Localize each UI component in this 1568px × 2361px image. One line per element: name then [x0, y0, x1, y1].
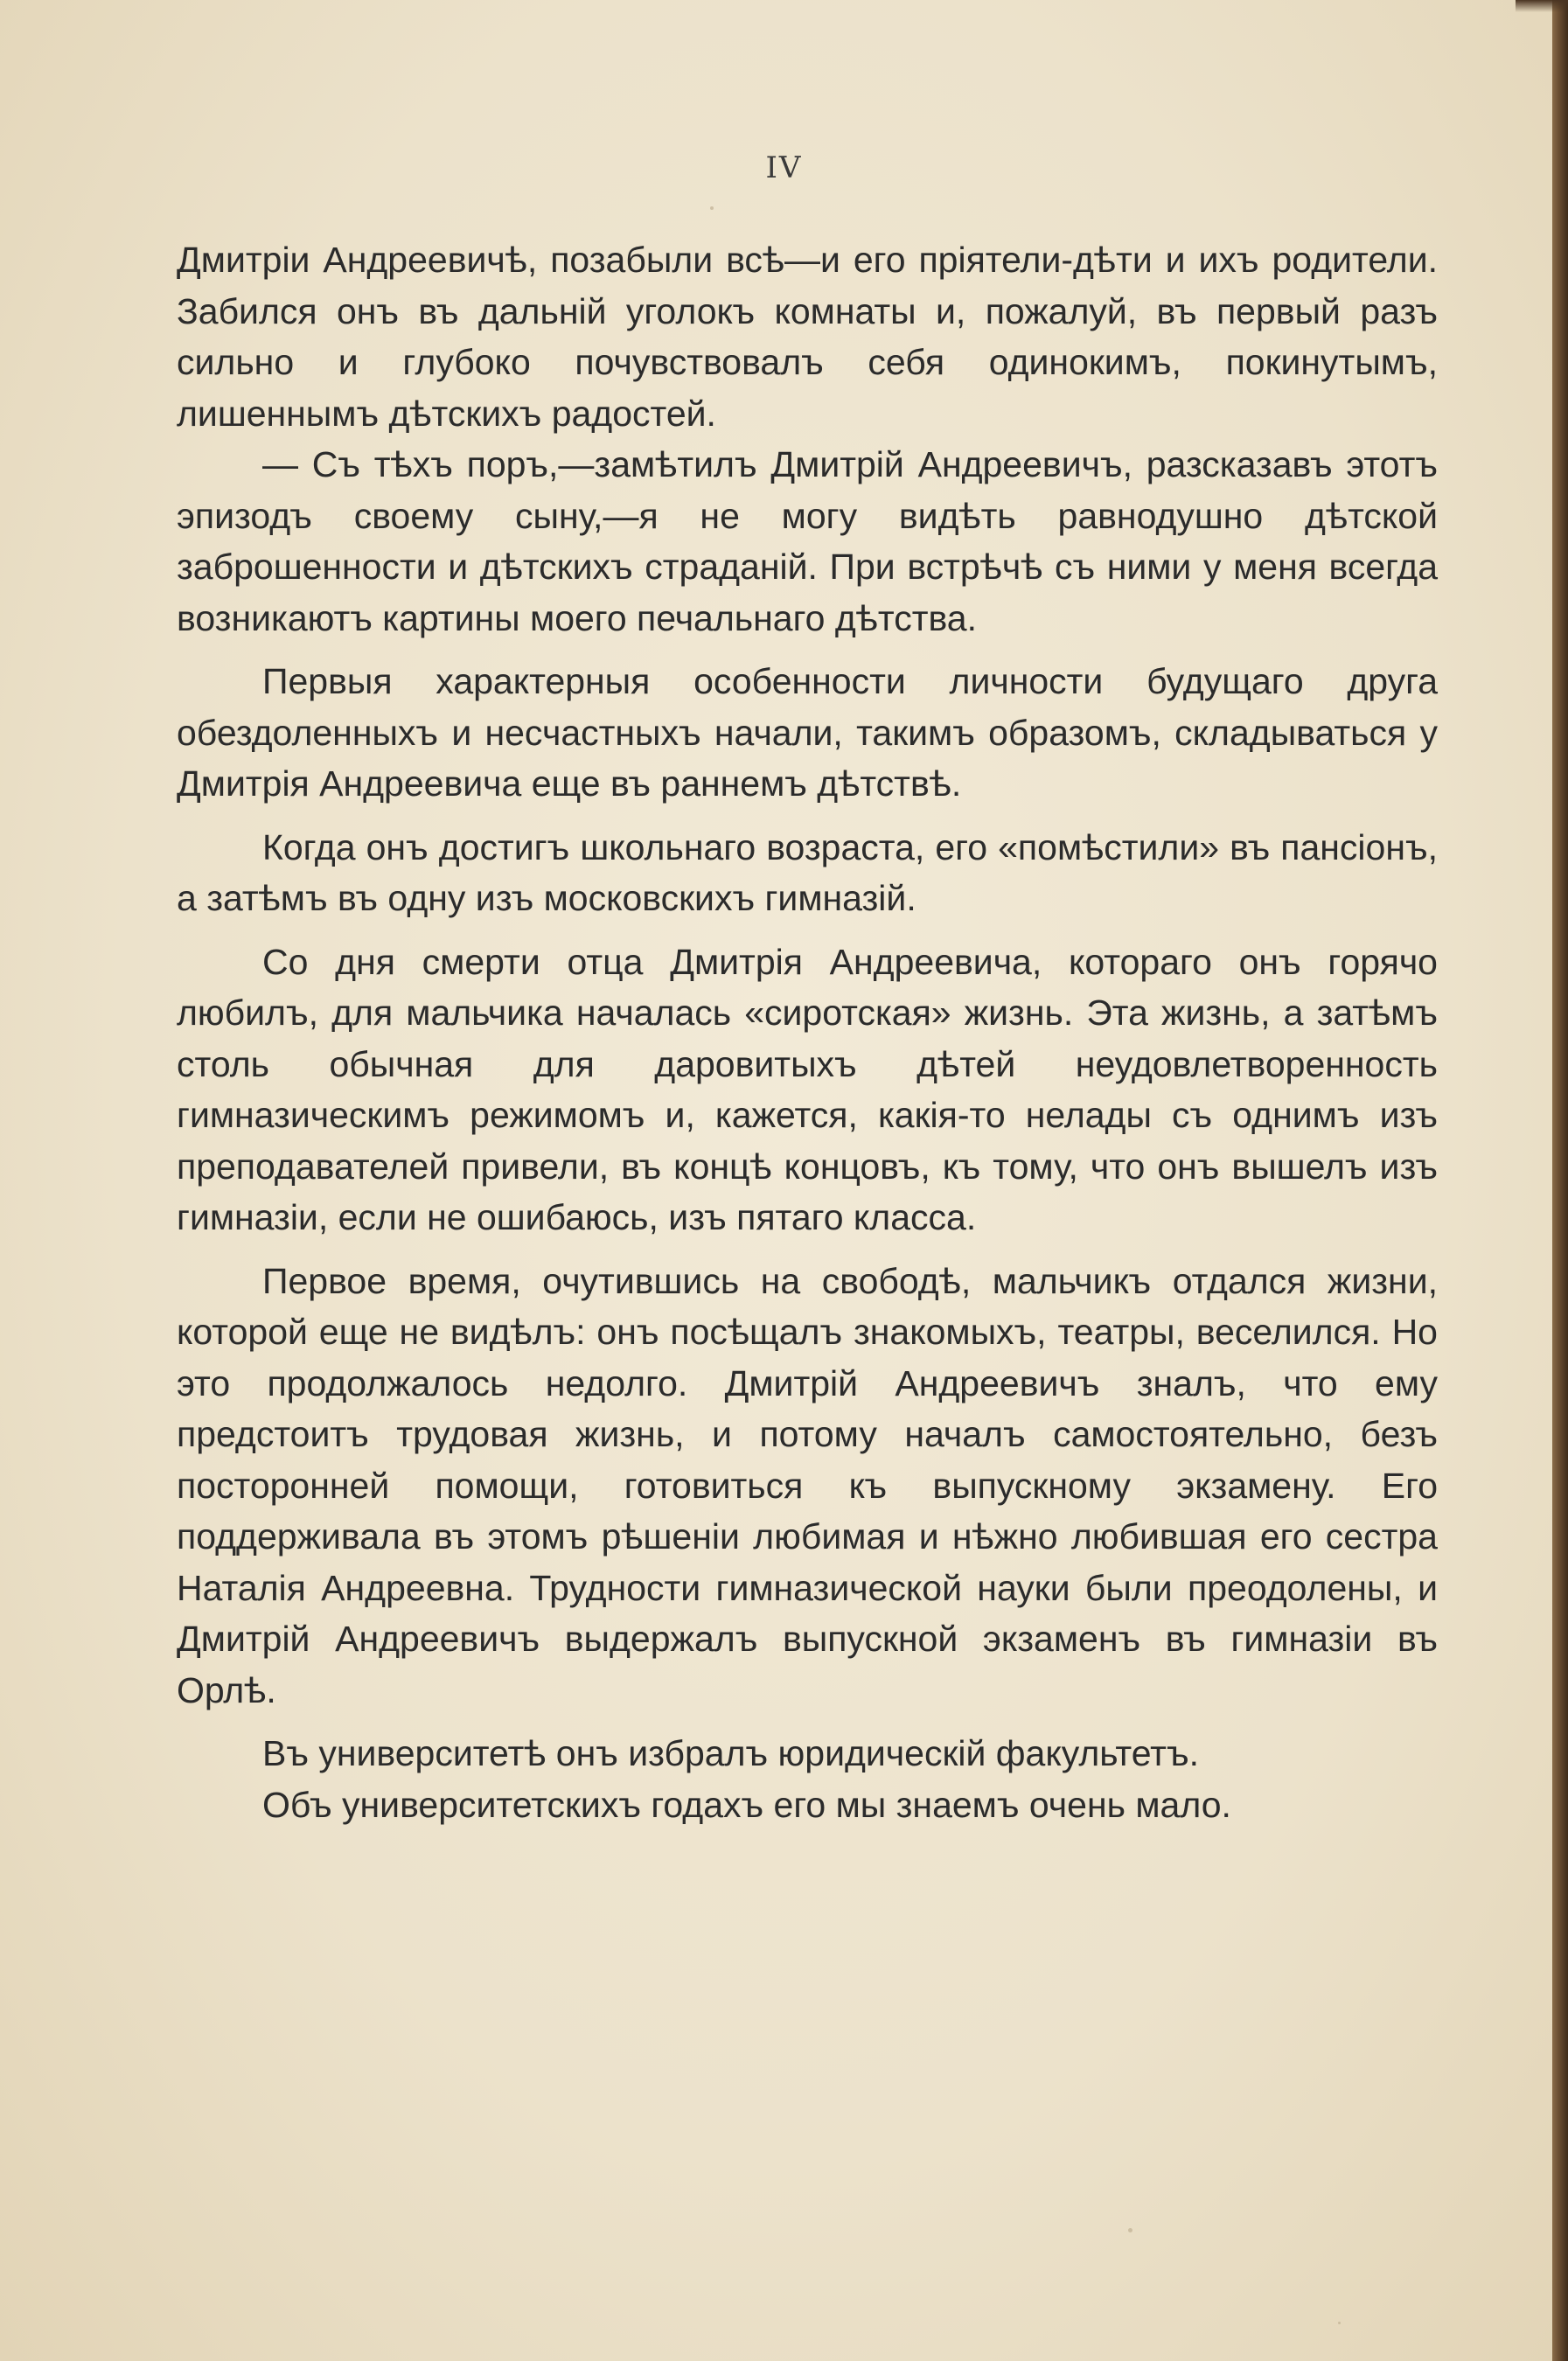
paper-speck — [1338, 2322, 1341, 2324]
page-number: IV — [765, 150, 803, 185]
paragraph-1: Дмитріи Андреевичѣ, позабыли всѣ—и его пріятели-дѣти и ихъ родители. Забился онъ въ дальній уголокъ комнаты и, пожалуй, въ первый разъ сильно и глубоко почувствовалъ себя одинокимъ, покинутымъ, лишеннымъ дѣтскихъ радостей. — [177, 240, 1438, 434]
paragraph-5: Со дня смерти отца Дмитрія Андреевича, котораго онъ горячо любилъ, для мальчика началась «сиротская» жизнь. Эта жизнь, а затѣмъ столь обычная для даровитыхъ дѣтей неудовлетворенность гимназическимъ режимомъ и, кажется, какія-то нелады съ однимъ изъ преподавателей привели, въ концѣ концовъ, къ тому, что онъ вышелъ изъ гимназіи, если не ошибаюсь, изъ пятаго класса. — [177, 941, 1438, 1237]
paper-speck — [710, 206, 714, 210]
paragraph-3: Первыя характерныя особенности личности будущаго друга обездоленныхъ и несчастныхъ начали, такимъ образомъ, складываться у Дмитрія Андреевича еще въ раннемъ дѣтствѣ. — [177, 661, 1438, 804]
paragraph-6: Первое время, очутившись на свободѣ, мальчикъ отдался жизни, которой еще не видѣлъ: онъ посѣщалъ знакомыхъ, театры, веселился. Но это продолжалось недолго. Дмитрій Андреевичъ зналъ, что ему предстоитъ трудовая жизнь, и потому началъ самостоятельно, безъ посторонней помощи, готовиться къ выпускному экзамену. Его поддерживала въ этомъ рѣшеніи любимая и нѣжно любившая его сестра Наталія Андреевна. Трудности гимназической науки были преодолены, и Дмитрій Андреевичъ выдержалъ выпускной экзаменъ въ гимназіи въ Орлѣ. — [177, 1260, 1438, 1710]
paragraph-8: Объ университетскихъ годахъ его мы знаемъ очень мало. — [262, 1784, 1231, 1825]
paper-speck — [1128, 2228, 1132, 2232]
page-edge-shadow — [1552, 0, 1568, 2361]
paragraph-2: — Съ тѣхъ поръ,—замѣтилъ Дмитрій Андреевичъ, разсказавъ этотъ эпизодъ своему сыну,—я не могу видѣть равнодушно дѣтской заброшенности и дѣтскихъ страданій. При встрѣчѣ съ ними у меня всегда возникаютъ картины моего печальнаго дѣтства. — [177, 444, 1438, 638]
paragraph-4: Когда онъ достигъ школьнаго возраста, его «помѣстили» въ пансіонъ, а затѣмъ въ одну изъ московскихъ гимназій. — [177, 826, 1438, 918]
paragraph-7: Въ университетѣ онъ избралъ юридическій факультетъ. — [262, 1733, 1199, 1773]
page-corner-shadow — [1516, 0, 1568, 12]
body-text — [177, 234, 1438, 1830]
